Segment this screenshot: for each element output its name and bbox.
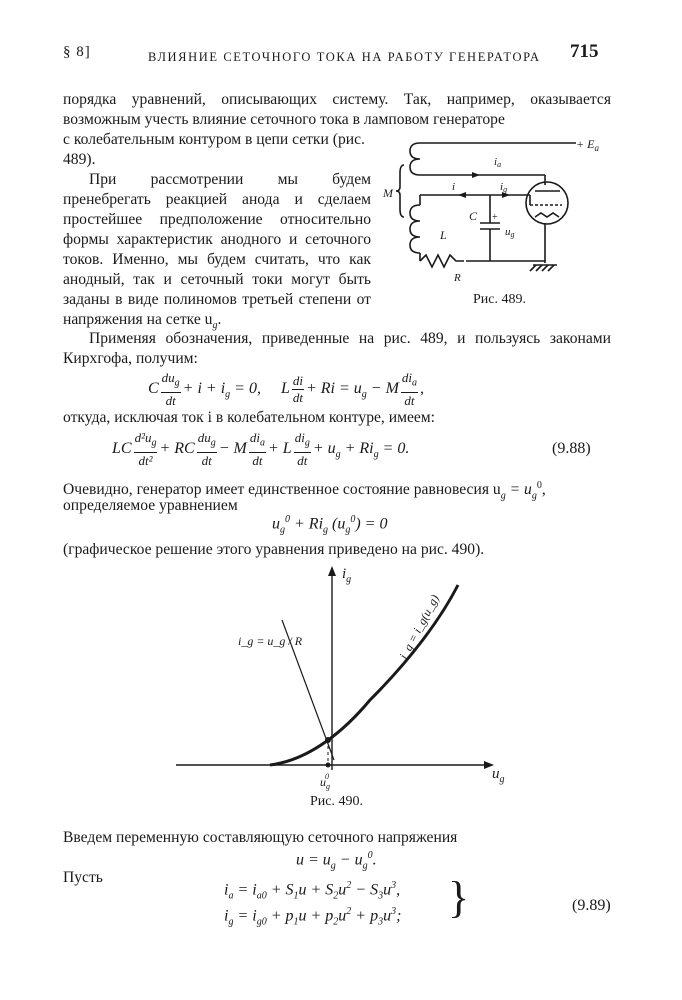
- fig489-ug-label: u: [505, 226, 511, 238]
- fig489-ug-sub: g: [510, 230, 515, 239]
- figure-489-caption: Рис. 489.: [473, 292, 526, 307]
- fig490-y-sub: g: [346, 574, 352, 585]
- fig489-m-label: M: [383, 186, 393, 200]
- mutual-brace: [396, 165, 404, 217]
- fig489-ia-sub: a: [497, 160, 502, 169]
- fig489-ea-label: + E: [576, 137, 595, 151]
- fig490-curve-label: i_g = i_g(u_g): [396, 592, 442, 662]
- fig490-x-sub: g: [499, 774, 505, 785]
- fig490-y-label: i: [342, 566, 347, 582]
- paragraph-2-text: При рассмотрении мы будем пренебрегать реакцией анода и сделаем простейшее предположение относительно формы характеристик анодного и сеточного токов. Именно, мы будем считать, что как анодный, так и сеточный токи могут быть заданы в виде полиномов третьей степени от напряжения на сетке u: [63, 171, 371, 328]
- equation-9-89-anode: $i_a = i_{a0} + S_1u + S_2u^2 - S_3u^3$,: [224, 880, 401, 902]
- equilibrium-point: [325, 737, 331, 743]
- equation-u: $u = u_g - u_g^0$.: [296, 850, 377, 872]
- running-title: ВЛИЯНИЕ СЕТОЧНОГО ТОКА НА РАБОТУ ГЕНЕРАТОРА: [148, 50, 541, 64]
- grid-coil: [410, 205, 420, 253]
- svg-text:ug: [492, 766, 505, 785]
- fig489-plus-label: +: [492, 212, 498, 223]
- paragraph-2-sub: g: [212, 320, 218, 332]
- equation-9-89-grid: $i_g = i_{g0} + p_1u + p_2u^2 + p_3u^3$;: [224, 906, 402, 928]
- svg-text:ig: [500, 181, 507, 194]
- svg-text:ig: [342, 566, 351, 585]
- equation-9-89-brace: }: [448, 873, 470, 922]
- svg-text:ug0: [320, 772, 330, 791]
- paragraph-4: откуда, исключая ток i в колебательном контуре, имеем:: [63, 409, 435, 426]
- paragraph-5-text: Очевидно, генератор имеет единственное состояние равновесия u: [63, 481, 501, 499]
- equation-equilibrium: $u_g^0 + Ri_g$ $(u_g^0) = 0$: [272, 514, 388, 536]
- paragraph-1-end: с колебательным контуром в цепи сетки (рис. 489).: [63, 131, 365, 168]
- figure-489-circuit: [380, 135, 612, 315]
- fig489-ia-label: i: [494, 156, 498, 168]
- fig490-line-label: i_g = u_g / R: [238, 634, 303, 648]
- paragraph-7: Введем переменную составляющую сеточного напряжения: [63, 829, 458, 846]
- fig490-u0-sup: 0: [325, 772, 329, 781]
- fig489-l-label: L: [440, 228, 447, 242]
- fig489-ig-sub: g: [503, 185, 508, 194]
- fig489-c-label: C: [469, 209, 478, 223]
- fig490-x-label: u: [492, 766, 500, 782]
- svg-text:+ Ea: [576, 137, 599, 153]
- paragraph-6: (графическое решение этого уравнения приведено на рис. 490).: [63, 541, 485, 558]
- svg-text:ug: [505, 226, 515, 239]
- paragraph-2: [63, 170, 371, 336]
- section-label: § 8]: [63, 44, 91, 60]
- paragraph-8: Пусть: [63, 869, 103, 886]
- fig490-u0-sub: g: [326, 782, 330, 791]
- equilibrium-foot: [326, 763, 331, 768]
- anode-coil: [410, 143, 420, 175]
- fig489-ig-label: i: [500, 181, 504, 193]
- fig489-ea-sub: a: [594, 143, 599, 153]
- equation-9-88: LC $\frac{d^2u_g}{\text{dt²}}$ + RC $\frac{du_g}{dt}$ − M $\frac{di_a}{dt}$ + L $\frac{di_g}{dt}$ + $u_g + Ri_g = 0$.: [112, 430, 410, 468]
- equation-kirchhoff: C $\frac{du_g}{dt}$ + $i + i_g = 0$, L $\frac{di}{dt}$ + $Ri = u_g - M$ $\frac{di_a}{dt}$ ,: [148, 370, 425, 408]
- paragraph-3: Применяя обозначения, приведенные на рис. 489, и пользуясь законами Кирхгофа, получим:: [63, 330, 611, 367]
- fig489-r-label: R: [454, 272, 461, 284]
- figure-490-caption: Рис. 490.: [310, 794, 363, 809]
- paragraph-5: Очевидно, генератор имеет единственное состояние равновесия $u_g = u_g^0$,: [63, 480, 546, 502]
- equation-9-88-number: (9.88): [552, 440, 591, 457]
- svg-text:ia: [494, 156, 501, 169]
- page-number: 715: [570, 41, 599, 62]
- paragraph-1: порядка уравнений, описывающих систему. Так, например, оказывается возможным учесть влияние сеточного тока в ламповом генераторе: [63, 91, 611, 128]
- equation-9-89-number: (9.89): [572, 897, 611, 914]
- figure-490-plot: [170, 560, 530, 791]
- y-axis-arrow: [328, 566, 336, 576]
- resistor: [420, 255, 464, 267]
- paragraph-5-end: определяемое уравнением: [63, 497, 238, 514]
- fig489-i-label: i: [452, 181, 456, 193]
- fig490-u0-label: u: [320, 775, 326, 789]
- paragraph-2-end: .: [217, 311, 222, 328]
